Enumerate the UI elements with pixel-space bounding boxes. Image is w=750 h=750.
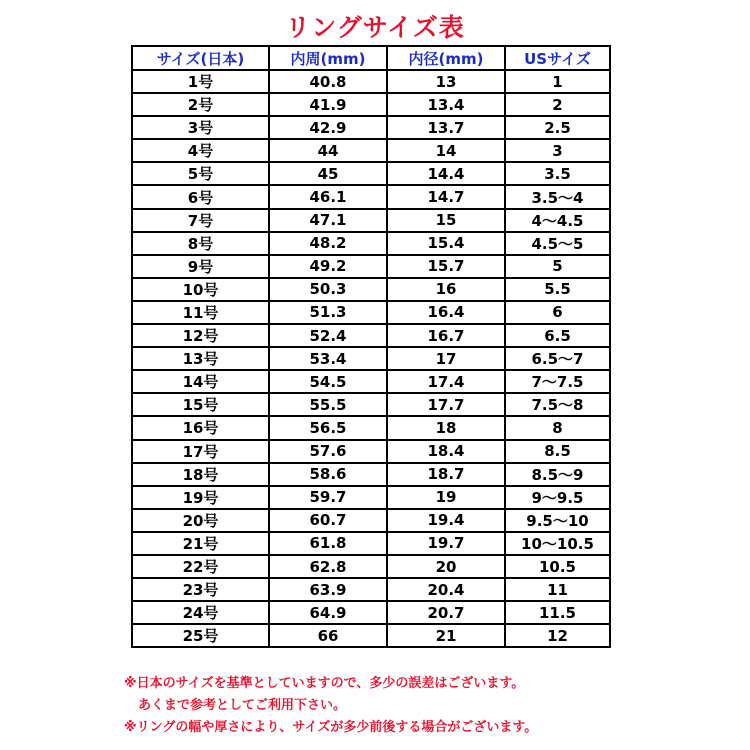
table-row [132,185,610,208]
cell-inner-diameter: 20 [387,555,505,578]
cell-inner-circumference: 60.7 [269,509,387,532]
cell-inner-circumference: 42.9 [269,116,387,139]
cell-japan-size: 3号 [132,116,269,139]
cell-us-size: 6.5 [505,324,610,347]
table-header-row [132,46,610,70]
table-row [132,416,610,439]
table-row [132,463,610,486]
header-japan-size: サイズ(日本) [132,46,269,70]
cell-inner-circumference: 58.6 [269,463,387,486]
cell-japan-size: 6号 [132,185,269,208]
cell-inner-diameter: 16 [387,278,505,301]
cell-us-size: 10.5 [505,555,610,578]
ring-size-table [131,45,611,648]
cell-us-size: 8.5〜9 [505,463,610,486]
cell-inner-circumference: 47.1 [269,209,387,232]
cell-us-size: 12 [505,624,610,647]
table-row [132,278,610,301]
note-line-2: あくまで参考としてご利用下さい。 [138,698,347,713]
cell-inner-circumference: 61.8 [269,532,387,555]
cell-japan-size: 21号 [132,532,269,555]
cell-inner-circumference: 59.7 [269,486,387,509]
table-row [132,440,610,463]
cell-inner-circumference: 54.5 [269,370,387,393]
cell-inner-circumference: 44 [269,139,387,162]
cell-us-size: 5.5 [505,278,610,301]
cell-inner-diameter: 13 [387,70,505,93]
table-row [132,255,610,278]
cell-inner-diameter: 14.4 [387,162,505,185]
cell-japan-size: 8号 [132,232,269,255]
cell-inner-diameter: 20.7 [387,601,505,624]
cell-japan-size: 5号 [132,162,269,185]
cell-inner-diameter: 13.7 [387,116,505,139]
cell-inner-diameter: 13.4 [387,93,505,116]
cell-us-size: 3 [505,139,610,162]
cell-inner-circumference: 46.1 [269,185,387,208]
cell-inner-diameter: 17 [387,347,505,370]
cell-inner-circumference: 56.5 [269,416,387,439]
cell-inner-diameter: 16.7 [387,324,505,347]
table-row [132,301,610,324]
cell-inner-circumference: 45 [269,162,387,185]
cell-inner-diameter: 19.7 [387,532,505,555]
cell-inner-circumference: 55.5 [269,393,387,416]
cell-japan-size: 18号 [132,463,269,486]
cell-us-size: 3.5 [505,162,610,185]
cell-us-size: 9.5〜10 [505,509,610,532]
table-row [132,532,610,555]
table-row [132,232,610,255]
cell-inner-diameter: 17.4 [387,370,505,393]
cell-us-size: 10〜10.5 [505,532,610,555]
cell-japan-size: 1号 [132,70,269,93]
cell-inner-circumference: 53.4 [269,347,387,370]
cell-japan-size: 13号 [132,347,269,370]
table-row [132,70,610,93]
table-row [132,209,610,232]
cell-japan-size: 17号 [132,440,269,463]
cell-inner-diameter: 19.4 [387,509,505,532]
note-line-1: ※日本のサイズを基準としていますので、多少の誤差はございます。 [124,676,525,691]
cell-inner-circumference: 52.4 [269,324,387,347]
cell-inner-circumference: 48.2 [269,232,387,255]
cell-inner-circumference: 62.8 [269,555,387,578]
table-row [132,139,610,162]
cell-inner-diameter: 14 [387,139,505,162]
cell-inner-diameter: 18.7 [387,463,505,486]
cell-us-size: 11 [505,578,610,601]
cell-japan-size: 15号 [132,393,269,416]
cell-japan-size: 23号 [132,578,269,601]
table-row [132,370,610,393]
cell-inner-circumference: 64.9 [269,601,387,624]
table-row [132,116,610,139]
cell-us-size: 9〜9.5 [505,486,610,509]
cell-us-size: 8 [505,416,610,439]
cell-inner-circumference: 49.2 [269,255,387,278]
table-row [132,601,610,624]
cell-us-size: 8.5 [505,440,610,463]
cell-japan-size: 4号 [132,139,269,162]
cell-inner-circumference: 57.6 [269,440,387,463]
cell-japan-size: 25号 [132,624,269,647]
notes [124,673,537,739]
cell-inner-diameter: 21 [387,624,505,647]
cell-inner-diameter: 15.4 [387,232,505,255]
cell-japan-size: 16号 [132,416,269,439]
cell-inner-circumference: 41.9 [269,93,387,116]
cell-japan-size: 22号 [132,555,269,578]
cell-inner-diameter: 15 [387,209,505,232]
table-row [132,624,610,647]
cell-us-size: 11.5 [505,601,610,624]
cell-us-size: 2.5 [505,116,610,139]
cell-japan-size: 2号 [132,93,269,116]
cell-us-size: 4〜4.5 [505,209,610,232]
cell-us-size: 6.5〜7 [505,347,610,370]
table-row [132,324,610,347]
cell-us-size: 3.5〜4 [505,185,610,208]
table-row [132,509,610,532]
cell-inner-diameter: 18 [387,416,505,439]
cell-inner-diameter: 19 [387,486,505,509]
cell-japan-size: 14号 [132,370,269,393]
table-row [132,578,610,601]
cell-japan-size: 10号 [132,278,269,301]
cell-inner-circumference: 63.9 [269,578,387,601]
cell-japan-size: 20号 [132,509,269,532]
table-row [132,393,610,416]
page-title: リングサイズ表 [285,13,465,42]
cell-inner-diameter: 16.4 [387,301,505,324]
cell-us-size: 2 [505,93,610,116]
table-body [132,70,610,647]
cell-japan-size: 7号 [132,209,269,232]
header-inner-diameter: 内径(mm) [387,46,505,70]
cell-japan-size: 24号 [132,601,269,624]
table-row [132,486,610,509]
cell-us-size: 7.5〜8 [505,393,610,416]
cell-us-size: 1 [505,70,610,93]
table-row [132,555,610,578]
cell-us-size: 4.5〜5 [505,232,610,255]
cell-us-size: 6 [505,301,610,324]
cell-inner-diameter: 20.4 [387,578,505,601]
header-us-size: USサイズ [505,46,610,70]
table-row [132,347,610,370]
cell-inner-diameter: 14.7 [387,185,505,208]
note-line-3: ※リングの幅や厚さにより、サイズが多少前後する場合がございます。 [124,720,538,735]
cell-japan-size: 19号 [132,486,269,509]
header-inner-circumference: 内周(mm) [269,46,387,70]
table-row [132,162,610,185]
cell-us-size: 5 [505,255,610,278]
cell-japan-size: 9号 [132,255,269,278]
cell-japan-size: 12号 [132,324,269,347]
cell-inner-diameter: 15.7 [387,255,505,278]
cell-us-size: 7〜7.5 [505,370,610,393]
cell-inner-circumference: 40.8 [269,70,387,93]
cell-inner-circumference: 66 [269,624,387,647]
cell-inner-circumference: 51.3 [269,301,387,324]
cell-japan-size: 11号 [132,301,269,324]
table-row [132,93,610,116]
cell-inner-diameter: 17.7 [387,393,505,416]
cell-inner-diameter: 18.4 [387,440,505,463]
cell-inner-circumference: 50.3 [269,278,387,301]
